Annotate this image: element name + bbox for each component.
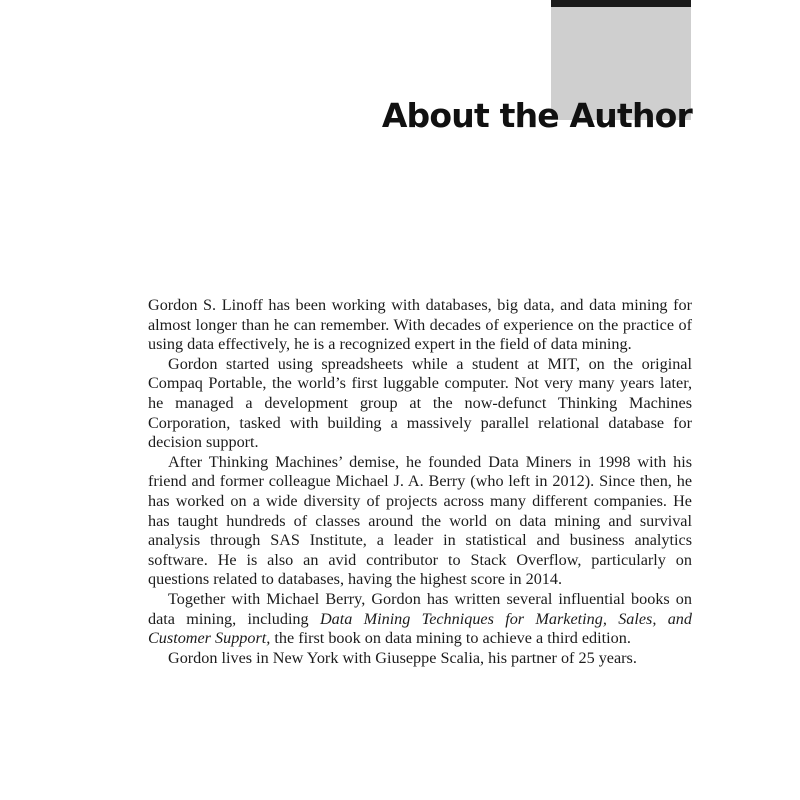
bio-paragraph-4	[148, 590, 692, 649]
bio-paragraph-1: Gordon S. Linoff has been working with databases, big data, and data mining for almost longer than he can remember. With decades of experience on the practice of using data effectively, he is a recognized expert in the field of data mining.	[148, 296, 692, 354]
bio-paragraph-5: Gordon lives in New York with Giuseppe Scalia, his partner of 25 years.	[168, 648, 637, 667]
book-title: Data Mining Techniques for Marketing, Sales, and Customer Support,	[148, 609, 692, 648]
chapter-title: About the Author	[381, 96, 692, 135]
bio-paragraph-3: After Thinking Machines’ demise, he founded Data Miners in 1998 with his friend and former colleague Michael J. A. Berry (who left in 2012). Since then, he has worked on a wide diversity of projects across many different companies. He has taught hundreds of classes around the world on data mining and survival analysis through SAS Institute, a leader in statistical and business analytics software. He is also an avid contributor to Stack Overflow, particularly on questions related to databases, having the highest score in 2014.	[148, 452, 692, 589]
bio-paragraph-4-lead: Together with Michael Berry, Gordon has written several influential books on data mining, including	[148, 589, 692, 628]
bio-paragraph-4-tail: the first book on data mining to achieve a third edition.	[270, 629, 631, 648]
author-bio	[148, 296, 692, 668]
bio-paragraph-2: Gordon started using spreadsheets while a student at MIT, on the original Compaq Portable, the world’s first luggable computer. Not very many years later, he managed a development group at the now-defunct Thinking Machines Corporation, tasked with building a massively parallel relational database for decision support.	[148, 354, 692, 452]
chapter-tab-dark-bar	[551, 0, 691, 7]
